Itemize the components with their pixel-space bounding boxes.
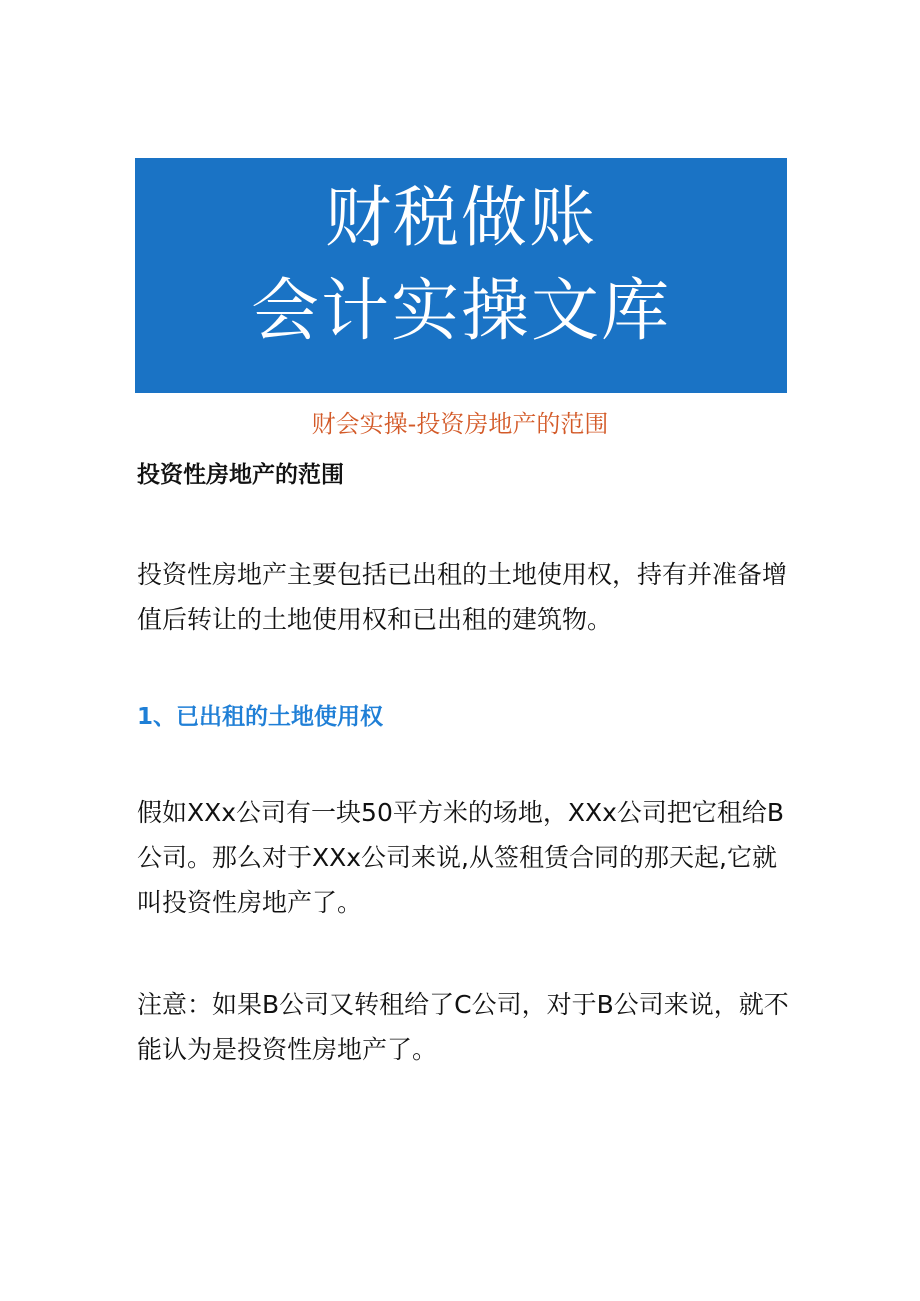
example-line: 叫投资性房地产了。 (137, 888, 363, 917)
note-line: 注意：如果B公司又转租给了C公司，对于B公司来说，就不 (137, 990, 789, 1019)
example-line: 公司。那么对于XXx公司来说,从签租赁合同的那天起,它就 (137, 843, 777, 872)
example-line: 假如XXx公司有一块50平方米的场地，XXx公司把它租给B (137, 798, 785, 827)
banner-title-line-1: 财税做账 (325, 179, 597, 256)
note-line: 能认为是投资性房地产了。 (137, 1035, 438, 1064)
banner-title-line-2: 会计实操文库 (250, 272, 671, 351)
title-banner (135, 158, 787, 393)
example-paragraph (137, 790, 787, 925)
document-subtitle: 财会实操-投资房地产的范围 (311, 410, 609, 438)
intro-line: 值后转让的土地使用权和已出租的建筑物。 (137, 605, 613, 634)
document-heading: 投资性房地产的范围 (137, 462, 344, 488)
intro-line: 投资性房地产主要包括已出租的土地使用权，持有并准备增 (137, 560, 788, 589)
note-paragraph (137, 982, 787, 1072)
intro-paragraph (137, 552, 787, 642)
section-title: 1、已出租的土地使用权 (137, 704, 384, 730)
